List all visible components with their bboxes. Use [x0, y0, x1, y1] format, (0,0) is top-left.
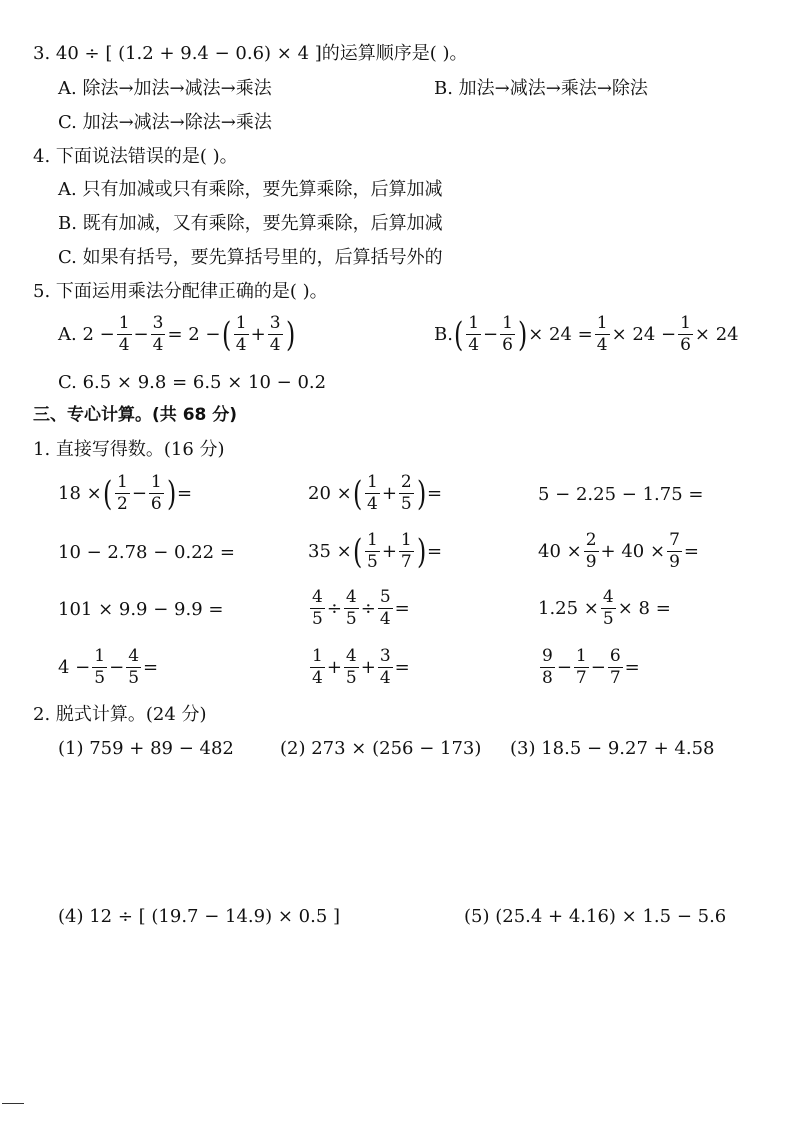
calc-r2c1: 10 − 2.78 − 0.22 = — [58, 542, 235, 563]
q3-option-c: C. 加法→减法→除法→乘法 — [58, 112, 272, 133]
tuoshi-1: (1) 759 + 89 − 482 — [58, 738, 234, 759]
calc-r1c3: 5 − 2.25 − 1.75 = — [538, 484, 704, 505]
q5-option-b: B. ( $\frac{1}{4}$ − $\frac{1}{6}$ ) × 24 = $\frac{1}{4}$ × 24 − $\frac{1}{6}$ × 24 — [434, 313, 739, 355]
tuoshi-5: (5) (25.4 + 4.16) × 1.5 − 5.6 — [464, 906, 727, 927]
corner-mark — [2, 1103, 24, 1104]
tuoshi-3: (3) 18.5 − 9.27 + 4.58 — [510, 738, 715, 759]
calc-r2c2: 35 × ( $\frac{1}{5}$ + $\frac{1}{7}$ ) = — [308, 530, 443, 572]
q3-option-a: A. 除法→加法→减法→乘法 — [58, 78, 272, 99]
q3-stem: 3. 40 ÷ [ (1.2 + 9.4 − 0.6) × 4 ]的运算顺序是( )。 — [33, 43, 468, 64]
tuoshi-4: (4) 12 ÷ [ (19.7 − 14.9) × 0.5 ] — [58, 906, 341, 927]
calc-r4c1: 4 − $\frac{1}{5}$ − $\frac{4}{5}$ = — [58, 646, 159, 688]
q5-stem: 5. 下面运用乘法分配律正确的是( )。 — [33, 281, 328, 302]
calc-r1c2: 20 × ( $\frac{1}{4}$ + $\frac{2}{5}$ ) = — [308, 472, 443, 514]
calc-r2c3: 40 × $\frac{2}{9}$ + 40 × $\frac{7}{9}$ = — [538, 530, 699, 572]
calc-r4c2: $\frac{1}{4}$ + $\frac{4}{5}$ + $\frac{3}{4}$ = — [312, 646, 410, 688]
q5-option-c: C. 6.5 × 9.8 = 6.5 × 10 − 0.2 — [58, 372, 327, 393]
section3-part1-title: 1. 直接写得数。(16 分) — [33, 439, 225, 460]
q4-option-a: A. 只有加减或只有乘除，要先算乘除，后算加减 — [58, 179, 443, 200]
calc-r1c1: 18 × ( $\frac{1}{2}$ − $\frac{1}{6}$ ) = — [58, 472, 193, 514]
calc-r3c2: $\frac{4}{5}$ ÷ $\frac{4}{5}$ ÷ $\frac{5}{4}$ = — [312, 587, 410, 629]
q4-option-b: B. 既有加减，又有乘除，要先算乘除，后算加减 — [58, 213, 443, 234]
calc-r3c1: 101 × 9.9 − 9.9 = — [58, 599, 224, 620]
calc-r4c3: $\frac{9}{8}$ − $\frac{1}{7}$ − $\frac{6}{7}$ = — [542, 646, 640, 688]
calc-r3c3: 1.25 × $\frac{4}{5}$ × 8 = — [538, 587, 671, 629]
section3-part2-title: 2. 脱式计算。(24 分) — [33, 704, 207, 725]
section3-title: 三、专心计算。(共 68 分) — [33, 405, 238, 425]
q5-option-a: A. 2 − $\frac{1}{4}$ − $\frac{3}{4}$ = 2 − ( $\frac{1}{4}$ + $\frac{3}{4}$ ) — [58, 313, 295, 355]
q4-option-c: C. 如果有括号，要先算括号里的，后算括号外的 — [58, 247, 443, 268]
q4-stem: 4. 下面说法错误的是( )。 — [33, 146, 238, 167]
tuoshi-2: (2) 273 × (256 − 173) — [280, 738, 482, 759]
q3-option-b: B. 加法→减法→乘法→除法 — [434, 78, 648, 99]
